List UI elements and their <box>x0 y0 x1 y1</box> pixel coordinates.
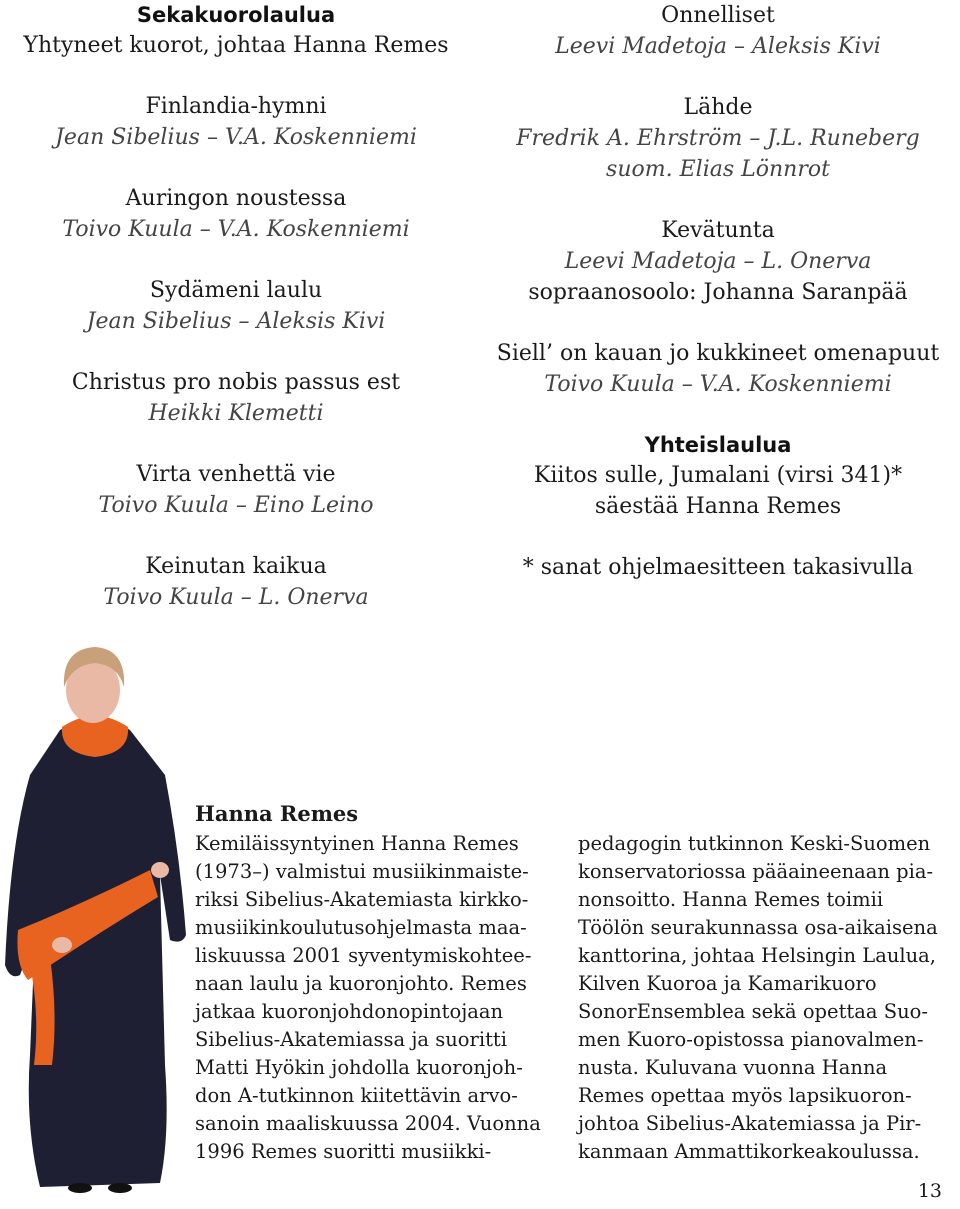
bio-line: liskuussa 2001 syventymiskohtee- <box>195 944 532 967</box>
piece-title: Christus pro nobis passus est <box>71 370 401 395</box>
piece-credit: Fredrik A. Ehrström – J.L. Runeberg <box>516 126 920 151</box>
piece-credit: Jean Sibelius – Aleksis Kivi <box>86 309 386 334</box>
piece-credit: Toivo Kuula – Eino Leino <box>98 493 374 518</box>
piece-title: Kevätunta <box>661 218 775 243</box>
singalong-song <box>488 460 948 522</box>
bio-line: riksi Sibelius-Akatemiasta kirkko- <box>195 888 529 911</box>
bio-line: 1996 Remes suoritti musiikki- <box>195 1140 492 1163</box>
bio-line: kanttorina, johtaa Helsingin Laulua, <box>578 944 936 967</box>
section-subheading: Yhtyneet kuorot, johtaa Hanna Remes <box>23 33 449 58</box>
hand-right <box>151 862 169 878</box>
piece-title: Siell’ on kauan jo kukkineet omenapuut <box>496 341 940 366</box>
section-heading-choir: Sekakuorolaulua <box>136 3 336 27</box>
piece-title: Virta venhettä vie <box>136 462 336 487</box>
bio-line: musiikinkoulutusohjelmasta maa- <box>195 916 527 939</box>
piece-credit: Leevi Madetoja – L. Onerva <box>564 249 872 274</box>
song-title: Kiitos sulle, Jumalani (virsi 341)* <box>533 463 903 488</box>
bio-line: konservatoriossa pääaineenaan pia- <box>578 860 934 883</box>
bio-text-left <box>195 830 565 1166</box>
bio-line: don A-tutkinnon kiitettävin arvo- <box>195 1084 518 1107</box>
program-right-column <box>488 0 948 583</box>
piece-title: Finlandia-hymni <box>145 94 327 119</box>
bio-line: (1973–) valmistui musiikinmaiste- <box>195 860 529 883</box>
bio-heading: Hanna Remes <box>195 801 359 826</box>
bio-text-right <box>578 830 950 1166</box>
piece-title: Lähde <box>683 95 753 120</box>
program-piece <box>488 92 948 185</box>
bio-line: SonorEnsemblea sekä opettaa Suo- <box>578 1000 928 1023</box>
piece-soloist: sopraanosoolo: Johanna Saranpää <box>528 280 908 305</box>
piece-title: Onnelliset <box>661 3 775 28</box>
piece-credit: Jean Sibelius – V.A. Koskenniemi <box>55 125 417 150</box>
song-accompaniment: säestää Hanna Remes <box>594 494 842 519</box>
bio-line: Remes opettaa myös lapsikuoron- <box>578 1084 912 1107</box>
program-piece <box>0 459 472 521</box>
program-piece <box>0 551 472 613</box>
program-piece <box>0 183 472 245</box>
hand-left <box>52 937 72 953</box>
bio-line: jatkaa kuoronjohdonopintojaan <box>195 1000 504 1023</box>
bio-line: sanoin maaliskuussa 2004. Vuonna <box>195 1112 541 1135</box>
bio-line: nusta. Kuluvana vuonna Hanna <box>578 1056 888 1079</box>
portrait-photo <box>0 635 190 1200</box>
bio-line: Matti Hyökin johdolla kuoronjoh- <box>195 1056 523 1079</box>
piece-credit: Toivo Kuula – V.A. Koskenniemi <box>62 217 410 242</box>
section-heading-singalong: Yhteislaulua <box>644 433 792 457</box>
page-number: 13 <box>917 1180 942 1202</box>
bio-line: johtoa Sibelius-Akatemiassa ja Pir- <box>578 1112 922 1135</box>
piece-credit: Toivo Kuula – L. Onerva <box>103 585 369 610</box>
program-piece <box>0 367 472 429</box>
program-piece <box>0 275 472 337</box>
bio-line: Kilven Kuoroa ja Kamarikuoro <box>578 972 877 995</box>
foot <box>68 1183 92 1193</box>
foot <box>108 1183 132 1193</box>
piece-credit: Heikki Klemetti <box>148 401 324 426</box>
bio-line: Sibelius-Akatemiassa ja suoritti <box>195 1028 507 1051</box>
program-piece <box>488 0 948 62</box>
piece-title: Keinutan kaikua <box>145 554 327 579</box>
piece-credit: Leevi Madetoja – Aleksis Kivi <box>555 34 881 59</box>
program-left-column <box>0 0 472 613</box>
bio-line: nonsoitto. Hanna Remes toimii <box>578 888 884 911</box>
bio-line: naan laulu ja kuoronjohto. Remes <box>195 972 527 995</box>
piece-translator: suom. Elias Lönnrot <box>606 157 830 182</box>
bio-line: Kemiläissyntyinen Hanna Remes <box>195 832 519 855</box>
bio-line: pedagogin tutkinnon Keski-Suomen <box>578 832 931 855</box>
program-piece <box>0 91 472 153</box>
program-piece <box>488 215 948 308</box>
bio-line: Töölön seurakunnassa osa-aikaisena <box>578 916 938 939</box>
piece-credit: Toivo Kuula – V.A. Koskenniemi <box>544 372 892 397</box>
piece-title: Sydämeni laulu <box>149 278 323 303</box>
piece-title: Auringon noustessa <box>125 186 347 211</box>
program-piece <box>488 338 948 400</box>
footnote: * sanat ohjelmaesitteen takasivulla <box>522 555 914 580</box>
bio-line: men Kuoro-opistossa pianovalmen- <box>578 1028 924 1051</box>
bio-line: kanmaan Ammattikorkeakoulussa. <box>578 1140 920 1163</box>
